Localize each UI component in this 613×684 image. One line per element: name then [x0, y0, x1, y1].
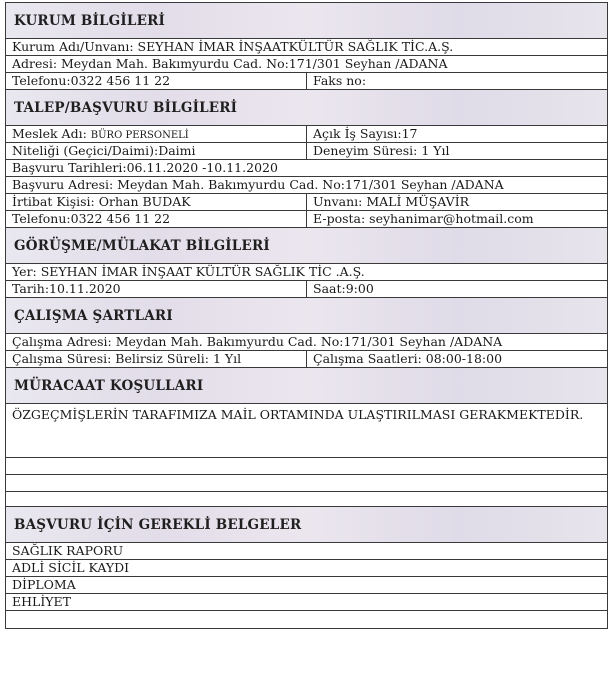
muracaat-blank-row-3	[6, 492, 607, 507]
calisma-adres-row	[6, 334, 607, 351]
section-title-gorusme: GÖRÜŞME/MÜLAKAT BİLGİLERİ	[14, 237, 270, 254]
niteligi: Niteliği (Geçici/Daimi):Daimi	[6, 143, 307, 159]
belge-row	[6, 543, 607, 560]
kurum-telefon-row	[6, 73, 607, 90]
gorusme-saat: Saat:9:00	[313, 281, 374, 296]
talep-telefon-row	[6, 211, 607, 228]
kurum-adres: Adresi: Meydan Mah. Bakımyurdu Cad. No:171/301 Seyhan /ADANA	[12, 56, 448, 71]
belge-item: EHLİYET	[12, 594, 71, 609]
section-header-belgeler	[6, 507, 607, 543]
unvani: Unvanı: MALİ MÜŞAVİR	[313, 194, 470, 209]
meslek-row	[6, 126, 607, 143]
nitelik-row	[6, 143, 607, 160]
irtibat-kisisi: İrtibat Kişisi: Orhan BUDAK	[6, 194, 307, 210]
basvuru-adresi-row	[6, 177, 607, 194]
muracaat-text-row	[6, 404, 607, 458]
section-title-muracaat: MÜRACAAT KOŞULLARI	[14, 377, 204, 394]
belge-item: DİPLOMA	[12, 577, 76, 592]
section-title-kurum: KURUM BİLGİLERİ	[14, 12, 166, 29]
acik-is-sayisi: Açık İş Sayısı:17	[313, 126, 418, 141]
section-header-kurum	[6, 3, 607, 39]
kurum-adi-row	[6, 39, 607, 56]
belge-row	[6, 577, 607, 594]
deneyim-suresi: Deneyim Süresi: 1 Yıl	[313, 143, 450, 158]
section-header-calisma	[6, 298, 607, 334]
belge-blank-row	[6, 611, 607, 628]
belge-item: SAĞLIK RAPORU	[12, 543, 124, 558]
belge-row	[6, 560, 607, 577]
meslek-label: Meslek Adı:	[12, 126, 87, 141]
basvuru-tarihleri-row	[6, 160, 607, 177]
gorusme-tarih-row	[6, 281, 607, 298]
section-header-gorusme	[6, 228, 607, 264]
belge-row	[6, 594, 607, 611]
gorusme-tarih: Tarih:10.11.2020	[6, 281, 307, 297]
calisma-sure-row	[6, 351, 607, 368]
section-header-talep	[6, 90, 607, 126]
gorusme-yer-row	[6, 264, 607, 281]
calisma-adresi: Çalışma Adresi: Meydan Mah. Bakımyurdu Cad. No:171/301 Seyhan /ADANA	[12, 334, 503, 349]
basvuru-adresi: Başvuru Adresi: Meydan Mah. Bakımyurdu Cad. No:171/301 Seyhan /ADANA	[12, 177, 504, 192]
irtibat-row	[6, 194, 607, 211]
basvuru-tarihleri: Başvuru Tarihleri:06.11.2020 -10.11.2020	[12, 160, 278, 175]
muracaat-blank-row-1	[6, 458, 607, 475]
job-posting-form	[5, 2, 608, 629]
section-title-calisma: ÇALIŞMA ŞARTLARI	[14, 307, 173, 324]
gorusme-yer: Yer: SEYHAN İMAR İNŞAAT KÜLTÜR SAĞLIK TİC .A.Ş.	[12, 264, 365, 279]
kurum-telefon: Telefonu:0322 456 11 22	[6, 73, 307, 89]
kurum-faks: Faks no:	[313, 73, 367, 88]
section-title-talep: TALEP/BAŞVURU BİLGİLERİ	[14, 99, 238, 116]
talep-telefon: Telefonu:0322 456 11 22	[6, 211, 307, 227]
section-title-belgeler: BAŞVURU İÇİN GEREKLİ BELGELER	[14, 516, 302, 533]
kurum-adi: Kurum Adı/Unvanı: SEYHAN İMAR İNŞAATKÜLTÜR SAĞLIK TİC.A.Ş.	[12, 39, 454, 54]
meslek-value: BÜRO PERSONELİ	[90, 130, 189, 141]
calisma-suresi: Çalışma Süresi: Belirsiz Süreli: 1 Yıl	[6, 351, 307, 367]
muracaat-kosullari-text: ÖZGEÇMİŞLERİN TARAFIMIZA MAİL ORTAMINDA ULAŞTIRILMASI GERAKMEKTEDİR.	[12, 407, 584, 422]
meslek-adi	[6, 126, 307, 142]
calisma-saatleri: Çalışma Saatleri: 08:00-18:00	[313, 351, 503, 366]
kurum-adres-row	[6, 56, 607, 73]
muracaat-blank-row-2	[6, 475, 607, 492]
talep-eposta: E-posta: seyhanimar@hotmail.com	[313, 211, 534, 226]
belge-item: ADLİ SİCİL KAYDI	[12, 560, 130, 575]
section-header-muracaat	[6, 368, 607, 404]
